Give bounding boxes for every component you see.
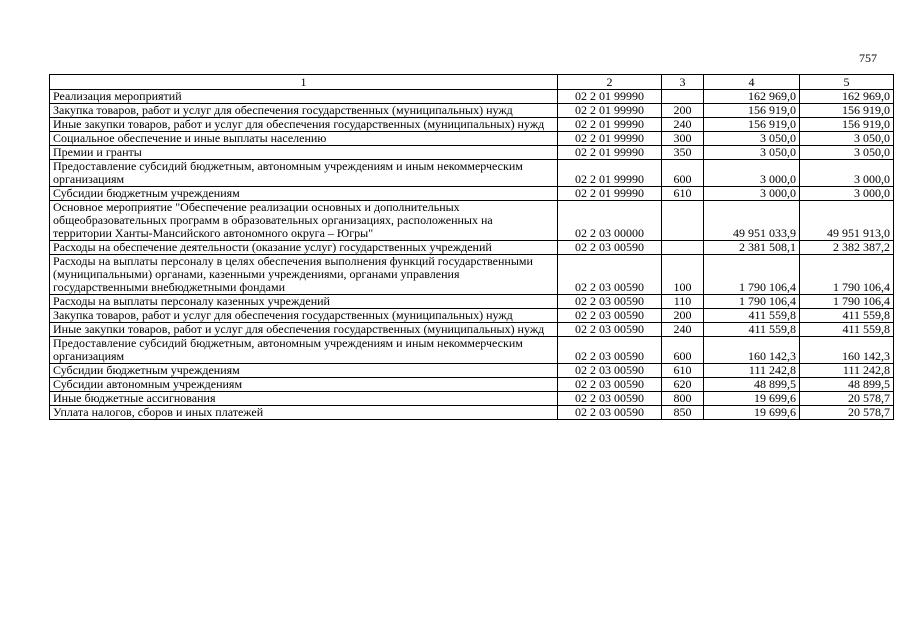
row-value-1: 411 559,8 (704, 309, 800, 323)
table-header-row (50, 75, 894, 90)
row-code: 02 2 03 00000 (558, 201, 662, 241)
row-code: 02 2 03 00590 (558, 309, 662, 323)
row-value-2: 49 951 913,0 (800, 201, 894, 241)
row-code: 02 2 01 99990 (558, 118, 662, 132)
row-type (662, 90, 704, 104)
row-code: 02 2 01 99990 (558, 90, 662, 104)
column-header: 5 (800, 75, 894, 90)
row-name: Социальное обеспечение и иные выплаты населению (50, 132, 558, 146)
row-code: 02 2 03 00590 (558, 241, 662, 255)
row-type: 350 (662, 146, 704, 160)
row-value-1: 411 559,8 (704, 323, 800, 337)
table-row (50, 118, 894, 132)
row-code: 02 2 01 99990 (558, 146, 662, 160)
row-value-1: 3 000,0 (704, 187, 800, 201)
column-header: 2 (558, 75, 662, 90)
row-value-2: 156 919,0 (800, 104, 894, 118)
table-row (50, 337, 894, 364)
row-name: Иные закупки товаров, работ и услуг для обеспечения государственных (муниципальных) нужд (50, 118, 558, 132)
table-row (50, 104, 894, 118)
row-value-2: 162 969,0 (800, 90, 894, 104)
row-name: Основное мероприятие "Обеспечение реализации основных и дополнительных общеобразовательных программ в образовательных организациях, расположенных на территории Ханты-Мансийского автономного округа – Югры" (50, 201, 558, 241)
column-header: 1 (50, 75, 558, 90)
row-value-2: 48 899,5 (800, 378, 894, 392)
table-row (50, 160, 894, 187)
row-name: Закупка товаров, работ и услуг для обеспечения государственных (муниципальных) нужд (50, 104, 558, 118)
row-type: 800 (662, 392, 704, 406)
row-type: 100 (662, 255, 704, 295)
row-type: 610 (662, 187, 704, 201)
table-row (50, 201, 894, 241)
row-value-1: 1 790 106,4 (704, 295, 800, 309)
row-value-2: 2 382 387,2 (800, 241, 894, 255)
table-row (50, 378, 894, 392)
row-value-1: 162 969,0 (704, 90, 800, 104)
row-value-2: 3 050,0 (800, 132, 894, 146)
row-value-1: 2 381 508,1 (704, 241, 800, 255)
table-row (50, 323, 894, 337)
column-header: 3 (662, 75, 704, 90)
row-name: Предоставление субсидий бюджетным, автономным учреждениям и иным некоммерческим организациям (50, 160, 558, 187)
row-value-2: 20 578,7 (800, 406, 894, 420)
row-code: 02 2 03 00590 (558, 295, 662, 309)
row-code: 02 2 03 00590 (558, 406, 662, 420)
row-type: 850 (662, 406, 704, 420)
row-value-1: 3 050,0 (704, 146, 800, 160)
row-type: 610 (662, 364, 704, 378)
row-type: 600 (662, 337, 704, 364)
row-name: Расходы на выплаты персоналу казенных учреждений (50, 295, 558, 309)
table-row (50, 364, 894, 378)
row-value-1: 3 050,0 (704, 132, 800, 146)
row-type: 240 (662, 323, 704, 337)
row-value-1: 111 242,8 (704, 364, 800, 378)
row-code: 02 2 01 99990 (558, 160, 662, 187)
row-type: 200 (662, 104, 704, 118)
row-value-2: 160 142,3 (800, 337, 894, 364)
row-code: 02 2 03 00590 (558, 255, 662, 295)
table-row (50, 132, 894, 146)
row-name: Субсидии бюджетным учреждениям (50, 187, 558, 201)
row-type: 200 (662, 309, 704, 323)
row-type: 240 (662, 118, 704, 132)
row-value-1: 19 699,6 (704, 406, 800, 420)
row-code: 02 2 01 99990 (558, 132, 662, 146)
row-value-1: 156 919,0 (704, 104, 800, 118)
table-row (50, 406, 894, 420)
row-code: 02 2 03 00590 (558, 337, 662, 364)
row-code: 02 2 01 99990 (558, 187, 662, 201)
row-name: Иные бюджетные ассигнования (50, 392, 558, 406)
row-name: Расходы на обеспечение деятельности (оказание услуг) государственных учреждений (50, 241, 558, 255)
row-type: 110 (662, 295, 704, 309)
row-value-1: 48 899,5 (704, 378, 800, 392)
row-name: Субсидии автономным учреждениям (50, 378, 558, 392)
row-value-2: 411 559,8 (800, 323, 894, 337)
row-code: 02 2 03 00590 (558, 378, 662, 392)
row-type (662, 201, 704, 241)
row-type: 620 (662, 378, 704, 392)
table-row (50, 255, 894, 295)
row-name: Реализация мероприятий (50, 90, 558, 104)
row-value-2: 3 000,0 (800, 187, 894, 201)
row-value-2: 411 559,8 (800, 309, 894, 323)
table-body (50, 90, 894, 420)
column-header: 4 (704, 75, 800, 90)
row-value-2: 1 790 106,4 (800, 255, 894, 295)
row-name: Предоставление субсидий бюджетным, автономным учреждениям и иным некоммерческим организациям (50, 337, 558, 364)
row-code: 02 2 03 00590 (558, 392, 662, 406)
row-type (662, 241, 704, 255)
row-value-2: 3 000,0 (800, 160, 894, 187)
row-value-2: 20 578,7 (800, 392, 894, 406)
row-value-2: 156 919,0 (800, 118, 894, 132)
row-name: Премии и гранты (50, 146, 558, 160)
table-row (50, 90, 894, 104)
table-row (50, 392, 894, 406)
row-value-1: 1 790 106,4 (704, 255, 800, 295)
row-code: 02 2 03 00590 (558, 364, 662, 378)
row-value-1: 49 951 033,9 (704, 201, 800, 241)
row-value-2: 1 790 106,4 (800, 295, 894, 309)
row-name: Иные закупки товаров, работ и услуг для обеспечения государственных (муниципальных) нужд (50, 323, 558, 337)
table-row (50, 146, 894, 160)
page-number: 757 (859, 51, 877, 65)
table-row (50, 295, 894, 309)
row-name: Закупка товаров, работ и услуг для обеспечения государственных (муниципальных) нужд (50, 309, 558, 323)
row-name: Расходы на выплаты персоналу в целях обеспечения выполнения функций государственными (муниципальными) органами, казенными учреждениями, органами управления государственными внебюджетными фондами (50, 255, 558, 295)
row-value-1: 156 919,0 (704, 118, 800, 132)
row-code: 02 2 03 00590 (558, 323, 662, 337)
table-row (50, 187, 894, 201)
row-type: 300 (662, 132, 704, 146)
row-value-1: 160 142,3 (704, 337, 800, 364)
row-name: Уплата налогов, сборов и иных платежей (50, 406, 558, 420)
row-value-2: 3 050,0 (800, 146, 894, 160)
row-name: Субсидии бюджетным учреждениям (50, 364, 558, 378)
budget-table (49, 74, 894, 420)
row-value-1: 19 699,6 (704, 392, 800, 406)
row-value-1: 3 000,0 (704, 160, 800, 187)
row-code: 02 2 01 99990 (558, 104, 662, 118)
row-value-2: 111 242,8 (800, 364, 894, 378)
table-row (50, 309, 894, 323)
table-row (50, 241, 894, 255)
row-type: 600 (662, 160, 704, 187)
